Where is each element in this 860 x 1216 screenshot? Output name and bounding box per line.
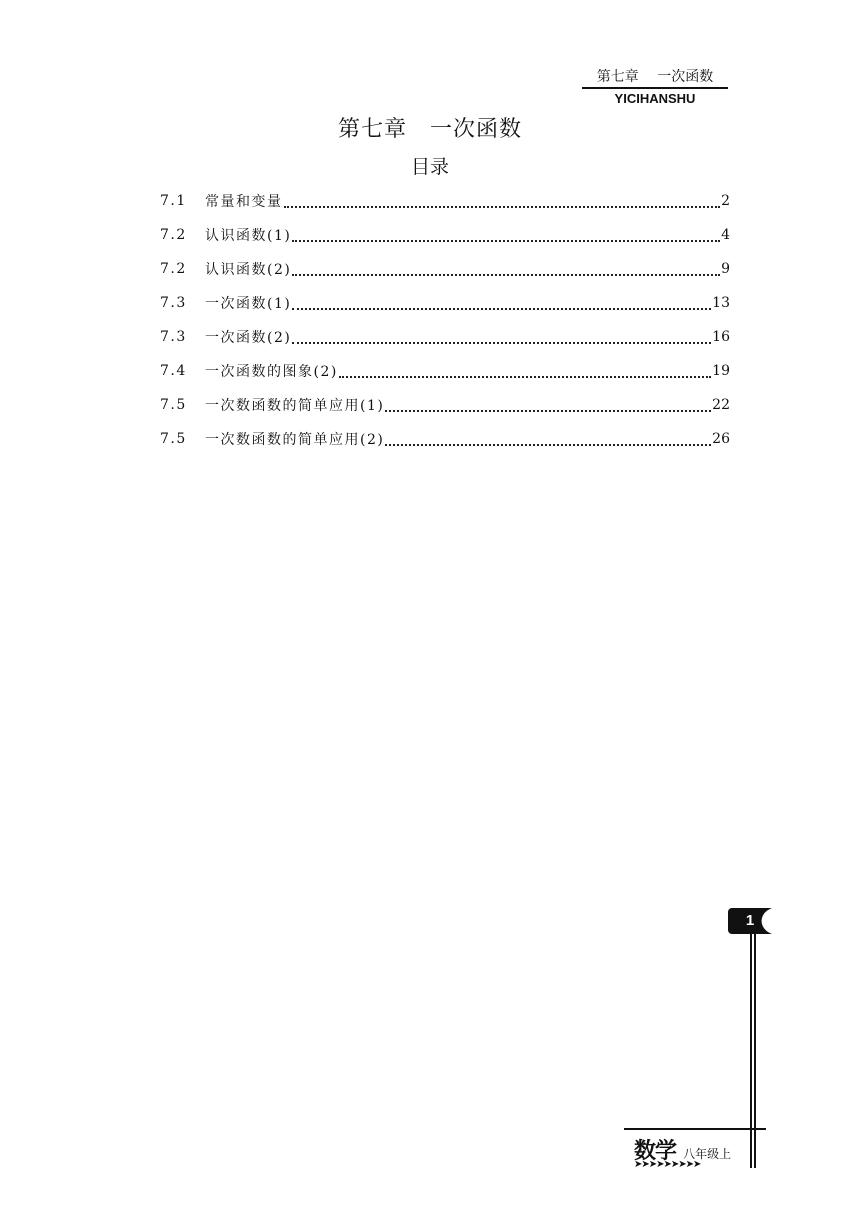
toc-entry-title: 一次数函数的简单应用(1) [205, 398, 385, 414]
page-number: 1 [745, 912, 755, 929]
toc-entry-title: 一次函数(1) [205, 296, 292, 312]
running-head-chapter: 第七章 一次函数 [582, 66, 728, 89]
toc-entry-number: 7.2 [160, 261, 187, 277]
toc-leader-dots [385, 443, 711, 446]
toc-entry-number: 7.1 [160, 193, 187, 209]
toc-entry-page: 19 [712, 363, 730, 379]
toc-entry[interactable] [160, 218, 730, 252]
toc-entry-page: 13 [712, 295, 730, 311]
running-head-pinyin: YICIHANSHU [614, 91, 696, 106]
margin-rule-vertical [750, 932, 756, 1168]
toc-entry-number: 7.5 [160, 397, 187, 413]
toc-leader-dots [339, 375, 711, 378]
toc-entry-title: 一次函数的图象(2) [205, 364, 338, 380]
toc-entry-page: 16 [712, 329, 730, 345]
toc-entry-page: 2 [721, 193, 730, 209]
toc-entry-title: 常量和变量 [205, 194, 283, 210]
toc-entry[interactable] [160, 286, 730, 320]
toc-entry-title: 认识函数(2) [205, 262, 292, 278]
toc-entry[interactable] [160, 252, 730, 286]
toc-leader-dots [292, 307, 711, 310]
chapter-title: 第七章 一次函数 [337, 117, 522, 142]
toc-entry-number: 7.2 [160, 227, 187, 243]
toc-leader-dots [292, 239, 720, 242]
footer-subject: 数学 [634, 1139, 677, 1164]
footer-arrows-decoration: ➤➤➤➤➤➤➤➤➤ [634, 1159, 701, 1170]
footer-grade: 八年级上 [683, 1147, 732, 1161]
toc-entry-title: 一次函数(2) [205, 330, 292, 346]
toc-leader-dots [284, 205, 721, 208]
toc-entry-number: 7.3 [160, 295, 187, 311]
toc-leader-dots [292, 341, 711, 344]
toc-entry-page: 26 [712, 431, 730, 447]
toc-leader-dots [292, 273, 720, 276]
toc-entry-page: 22 [712, 397, 730, 413]
toc-entry-page: 4 [721, 227, 730, 243]
toc-entry[interactable] [160, 354, 730, 388]
toc-entry-title: 认识函数(1) [205, 228, 292, 244]
toc-entry[interactable] [160, 422, 730, 456]
toc-entry-number: 7.3 [160, 329, 187, 345]
running-head [560, 66, 732, 106]
toc-entry-title: 一次数函数的简单应用(2) [205, 432, 385, 448]
toc-entry[interactable] [160, 320, 730, 354]
toc-entry-number: 7.5 [160, 431, 187, 447]
toc-leader-dots [385, 409, 711, 412]
toc-entry[interactable] [160, 184, 730, 218]
toc-entry-number: 7.4 [160, 363, 187, 379]
margin-rule-horizontal [624, 1128, 766, 1130]
table-of-contents [160, 184, 730, 456]
toc-entry-page: 9 [721, 261, 730, 277]
toc-entry[interactable] [160, 388, 730, 422]
toc-heading: 目录 [410, 156, 449, 178]
